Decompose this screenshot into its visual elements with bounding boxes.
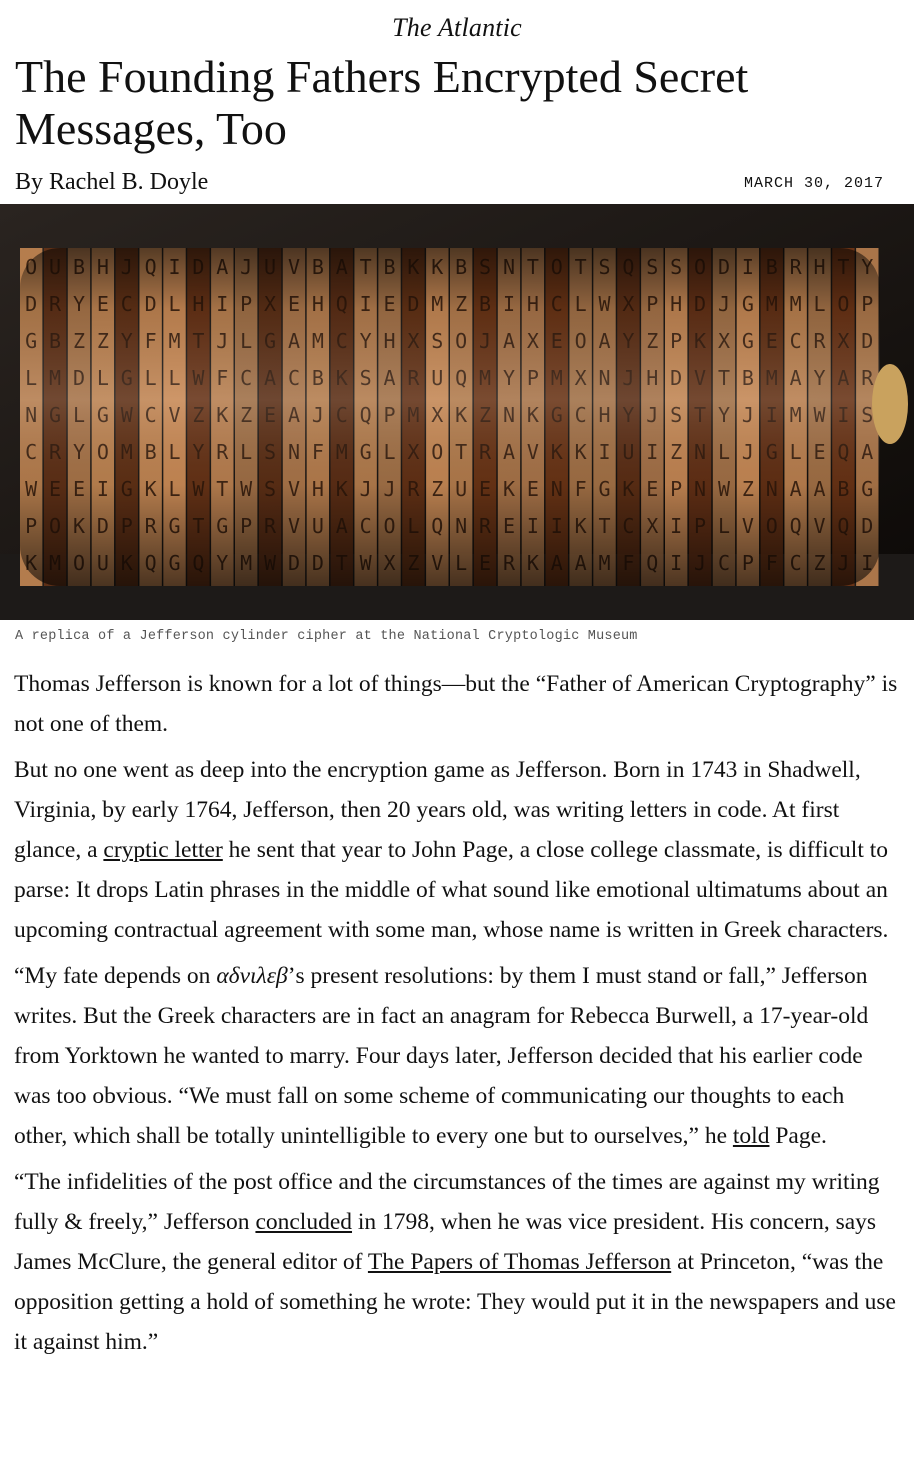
cipher-cylinder-image <box>0 204 914 620</box>
publish-date: MARCH 30, 2017 <box>743 175 884 192</box>
link-told[interactable]: told <box>732 1123 770 1149</box>
paragraph-4: “The infidelities of the post office and the circumstances of the times are against my writing fully & freely,” Jefferson concluded in 1798, when he was vice president. His concern, says James McClure, the general editor of The Papers of Thomas Jefferson at Princeton, “was the opposition getting a hold of something he wrote: They would put it in the newspapers and use it against him.” <box>14 1169 896 1355</box>
byline: By Rachel B. Doyle <box>15 169 209 195</box>
link-papers-of-thomas-jefferson[interactable]: The Papers of Thomas Jefferson <box>367 1249 672 1275</box>
greek-name: αδνιλεβ <box>216 963 288 989</box>
byline-row <box>0 163 914 203</box>
paragraph-1: Thomas Jefferson is known for a lot of things—but the “Father of American Cryptography” is not one of them. <box>14 671 898 737</box>
article-body <box>14 664 902 1368</box>
photo-caption: A replica of a Jefferson cylinder cipher at the National Cryptologic Museum <box>15 629 638 644</box>
cylinder-shading <box>20 248 880 586</box>
link-cryptic-letter[interactable]: cryptic letter <box>103 837 223 863</box>
link-concluded[interactable]: concluded <box>255 1209 353 1235</box>
article-headline: The Founding Fathers Encrypted Secret Messages, Too <box>15 51 749 154</box>
cylinder-axle <box>872 364 908 444</box>
article-photo <box>0 204 914 620</box>
paragraph-3: “My fate depends on αδνιλεβ’s present resolutions: by them I must stand or fall,” Jefferson writes. But the Greek characters are in fact an anagram for Rebecca Burwell, a 17-year-old from Yorktown he wanted to marry. Four days later, Jefferson decided that his earlier code was too obvious. “We must fall on some scheme of communicating our thoughts to each other, which shall be totally unintelligible to every one but to ourselves,” he told Page. <box>14 963 869 1149</box>
paragraph-2: But no one went as deep into the encryption game as Jefferson. Born in 1743 in Shadwell, Virginia, by early 1764, Jefferson, then 20 years old, was writing letters in code. At first glance, a cryptic letter he sent that year to John Page, a close college classmate, is difficult to parse: It drops Latin phrases in the middle of what sound like emotional ultimatums about an upcoming contractual agreement with some man, whose name is written in Greek characters. <box>14 757 889 943</box>
masthead-logo[interactable]: The Atlantic <box>392 13 522 42</box>
